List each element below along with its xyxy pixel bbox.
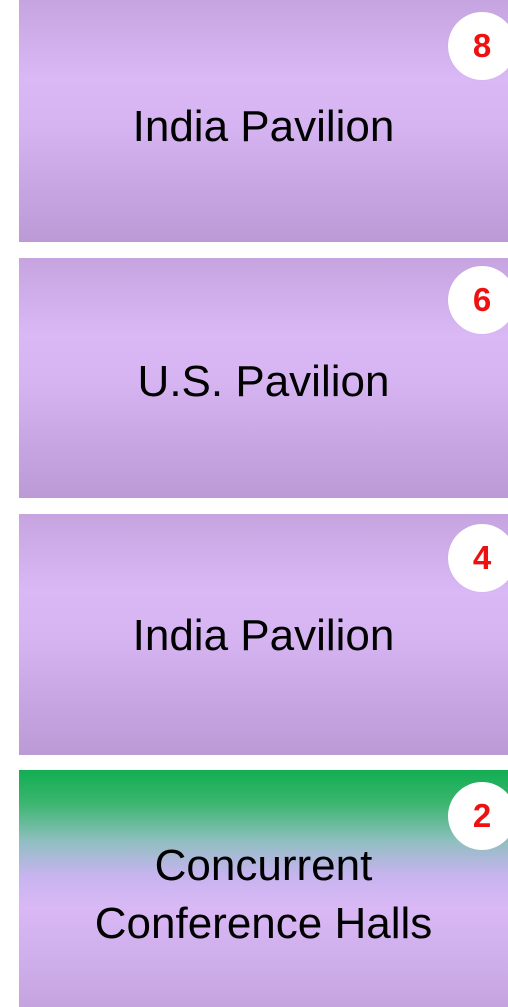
tile-us-pavilion <box>19 258 508 498</box>
tile-number-badge: 4 <box>448 524 508 592</box>
tile-label: India Pavilion <box>132 611 395 660</box>
tile-number-badge: 6 <box>448 266 508 334</box>
tile-label: U.S. Pavilion <box>137 357 390 406</box>
tile-india-pavilion-bottom <box>19 514 508 755</box>
tile-number-badge: 2 <box>448 782 508 850</box>
tile-label-line-1: Concurrent <box>154 841 373 890</box>
tile-label-line-2: Conference Halls <box>94 899 433 948</box>
tile-concurrent-conference-halls <box>19 770 508 1007</box>
tile-number-badge: 8 <box>448 12 508 80</box>
tile-label: India Pavilion <box>132 102 395 151</box>
tile-india-pavilion-top <box>19 0 508 242</box>
